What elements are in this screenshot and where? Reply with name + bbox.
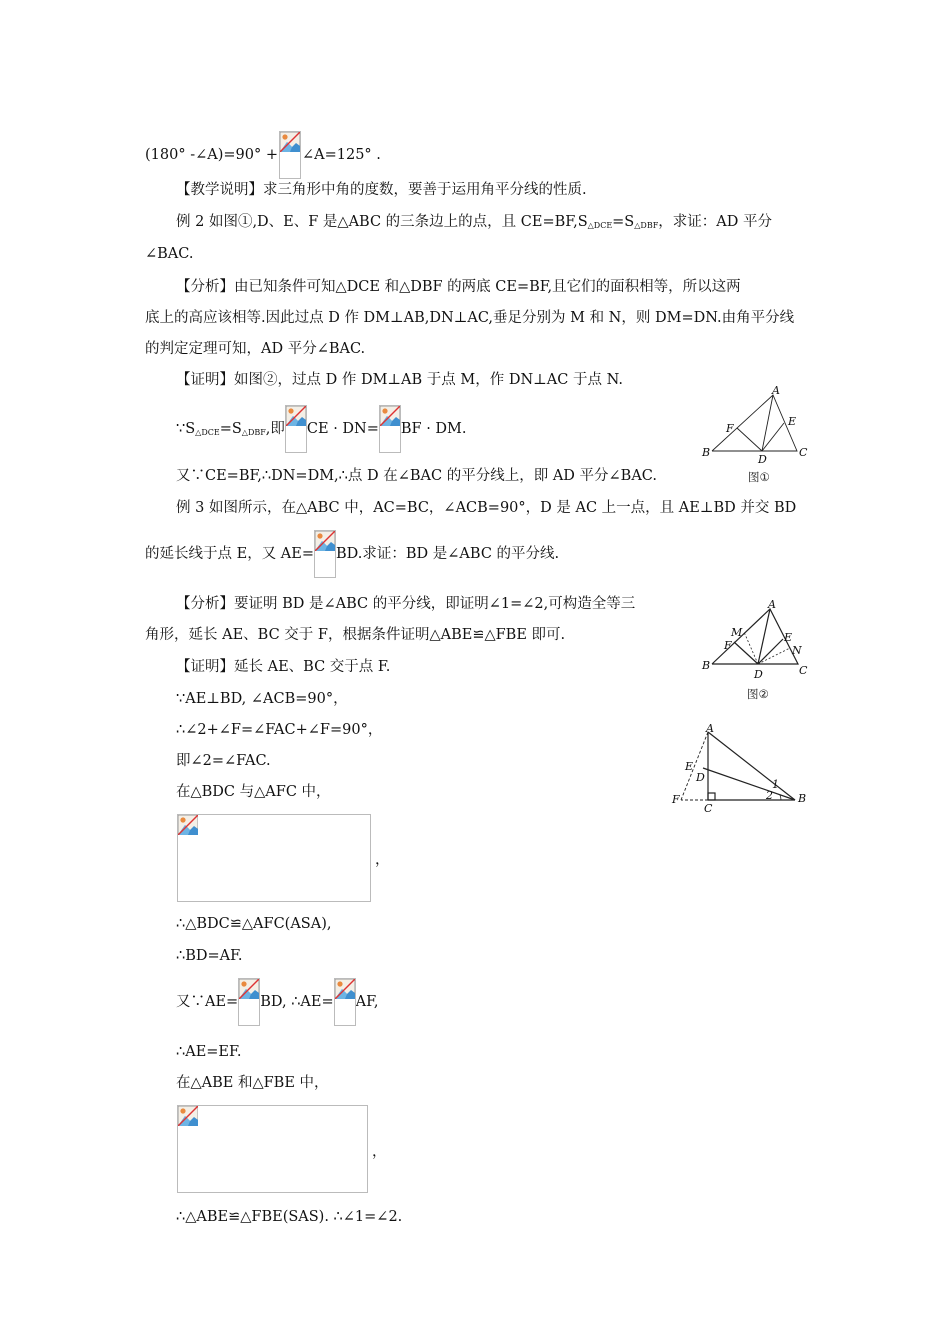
- fraction-image-placeholder: [314, 530, 336, 578]
- equation-system-image-placeholder: [177, 1105, 368, 1193]
- example-3-line: 例 3 如图所示，在△ABC 中，AC=BC，∠ACB=90°，D 是 AC 上一点，且 AE⊥BD 并交 BD: [176, 500, 797, 516]
- subscript: △DCE: [195, 428, 220, 437]
- proof-line: ∴△ABE≌△FBE(SAS). ∴∠1=∠2.: [176, 1209, 403, 1225]
- figure-2-triangle: [700, 598, 815, 680]
- analysis-line: 底上的高应该相等.因此过点 D 作 DM⊥AB,DN⊥AC,垂足分别为 M 和 N，则 DM=DN.由角平分线: [145, 310, 795, 326]
- proof-line: 在△BDC 与△AFC 中，: [176, 784, 331, 800]
- text: BD.求证：BD 是∠ABC 的平分线.: [336, 546, 560, 562]
- label-E: E: [784, 631, 793, 644]
- fraction-image-placeholder: [285, 405, 307, 453]
- label-B: B: [798, 792, 807, 805]
- proof-line: ∴BD=AF.: [176, 948, 243, 964]
- proof-line: 又∵CE=BF,∴DN=DM,∴点 D 在∠BAC 的平分线上，即 AD 平分∠BAC.: [176, 468, 657, 484]
- label-B: B: [702, 446, 711, 459]
- text: =S: [612, 214, 635, 230]
- text: S: [577, 214, 588, 230]
- text: CE · DN=: [306, 421, 379, 437]
- subscript: △DBF: [634, 221, 659, 230]
- comma: ，: [372, 1144, 387, 1160]
- proof-line: [176, 405, 467, 456]
- fraction-image-placeholder: [238, 978, 260, 1026]
- broken-image-icon: [239, 979, 259, 999]
- proof-line: ∴AE=EF.: [176, 1044, 242, 1060]
- label-C: C: [799, 446, 808, 459]
- proof-line: 即∠2=∠FAC.: [176, 753, 271, 769]
- subscript: △DBF: [241, 428, 266, 437]
- formula-part: (180° -∠A)=90° +: [145, 147, 278, 163]
- example-3-line: [145, 530, 559, 578]
- label-D: D: [696, 771, 705, 784]
- fraction-image-placeholder: [279, 131, 301, 179]
- label-B: B: [702, 659, 711, 672]
- label-E: E: [788, 415, 797, 428]
- figure-1-caption: 图①: [748, 470, 770, 484]
- text: 又∵AE=: [176, 994, 239, 1010]
- broken-image-icon: [280, 132, 300, 152]
- label-E: E: [685, 760, 694, 773]
- text: 例 2 如图①,D、E、F 是△ABC 的三条边上的点，且 CE=BF,: [176, 214, 578, 230]
- label-F: F: [724, 639, 732, 652]
- label-D: D: [758, 453, 767, 465]
- label-F: F: [672, 793, 680, 806]
- analysis-line: 的判定定理可知，AD 平分∠BAC.: [145, 341, 366, 357]
- analysis-line: 角形，延长 AE、BC 交于 F，根据条件证明△ABE≌△FBE 即可.: [145, 627, 566, 643]
- label-angle-1: 1: [772, 778, 779, 791]
- example-2-line: [176, 212, 772, 236]
- label-A: A: [772, 385, 780, 397]
- label-N: N: [792, 644, 802, 657]
- label-C: C: [799, 664, 808, 677]
- proof-line: 【证明】延长 AE、BC 交于点 F.: [176, 659, 391, 675]
- proof-line: 【证明】如图②，过点 D 作 DM⊥AB 于点 M，作 DN⊥AC 于点 N.: [176, 372, 623, 388]
- analysis-line: 【分析】要证明 BD 是∠ABC 的平分线，即证明∠1=∠2,可构造全等三: [176, 596, 636, 612]
- figure-3-triangle: [668, 722, 813, 817]
- label-A: A: [706, 722, 714, 735]
- fraction-image-placeholder: [379, 405, 401, 453]
- figure-2-caption: 图②: [747, 687, 769, 701]
- label-angle-2: 2: [766, 789, 773, 802]
- example-2-line: ∠BAC.: [145, 246, 194, 262]
- figure-1-triangle: [700, 385, 815, 465]
- text: 的延长线于点 E，又 AE=: [145, 546, 315, 562]
- proof-line: [176, 978, 379, 1026]
- broken-image-icon: [380, 406, 400, 426]
- teaching-note: 【教学说明】求三角形中角的度数，要善于运用角平分线的性质.: [176, 182, 587, 198]
- comma: ，: [375, 852, 390, 868]
- label-A: A: [768, 598, 776, 611]
- proof-line: ∴△BDC≌△AFC(ASA),: [176, 916, 332, 932]
- label-F: F: [726, 422, 734, 435]
- label-M: M: [731, 626, 743, 639]
- text: BF · DM.: [400, 421, 467, 437]
- text: AF,: [355, 994, 379, 1010]
- text: =S: [219, 421, 242, 437]
- text: ，求证：AD 平分: [658, 214, 772, 230]
- text: ∵S: [176, 421, 196, 437]
- formula-line-1: [145, 131, 381, 179]
- broken-image-icon: [286, 406, 306, 426]
- equation-system-image-placeholder: [177, 814, 371, 902]
- label-D: D: [754, 668, 763, 680]
- fraction-image-placeholder: [334, 978, 356, 1026]
- broken-image-icon: [178, 815, 198, 835]
- broken-image-icon: [315, 531, 335, 551]
- subscript: △DCE: [587, 221, 613, 230]
- broken-image-icon: [335, 979, 355, 999]
- label-C: C: [704, 802, 713, 815]
- proof-line: 在△ABE 和△FBE 中，: [176, 1075, 329, 1091]
- broken-image-icon: [178, 1106, 198, 1126]
- proof-line: ∴∠2+∠F=∠FAC+∠F=90°，: [176, 722, 383, 738]
- proof-line: ∵AE⊥BD, ∠ACB=90°，: [176, 691, 348, 707]
- analysis-line: 【分析】由已知条件可知△DCE 和△DBF 的两底 CE=BF,且它们的面积相等，所以这两: [176, 279, 741, 295]
- text: ,即: [265, 421, 285, 437]
- formula-part: ∠A=125° .: [301, 147, 381, 163]
- text: BD, ∴AE=: [260, 994, 334, 1010]
